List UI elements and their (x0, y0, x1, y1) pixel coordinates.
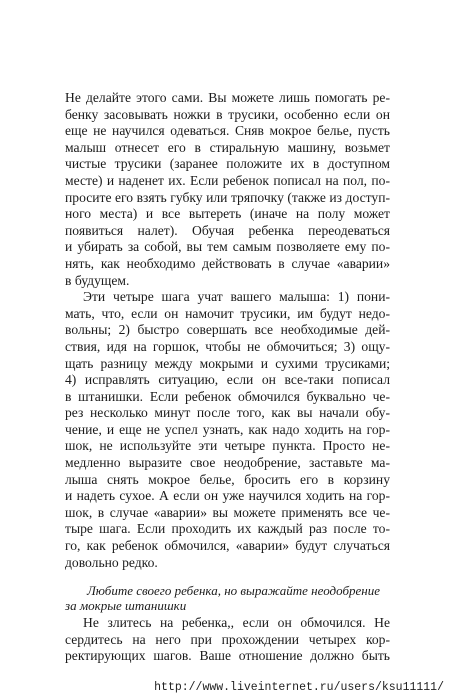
text-line: щать разницу между мокрыми и сухими трусиками; (65, 355, 390, 371)
text-line: 4) исправлять ситуацию, если он все-таки пописал (65, 372, 390, 388)
text-line: тыре шага. Если проходить их каждый раз после то- (65, 521, 390, 537)
text-line: и надеть сухое. А если он уже научился ходить на гор- (65, 488, 390, 504)
text-line: Не делайте этого сами. Вы можете лишь помогать ре- (65, 90, 390, 105)
heading-line: за мокрые штанишки (65, 598, 187, 614)
text-line: еще не научился одеваться. Сняв мокрое белье, пусть (65, 123, 390, 139)
text-line: чение, и еще не успел узнать, как надо ходить на гор- (65, 421, 390, 437)
heading-line: Любите своего ребенка, но выражайте неодобрение (87, 583, 380, 599)
text-line: го, как ребенок обмочился, «аварии» будут случаться (65, 538, 390, 554)
text-line: довольно редко. (65, 554, 158, 570)
text-line: и убирать за собой, вы тем самым позволяете ему по- (65, 239, 390, 255)
text-line: малыш отнесет его в стиральную машину, возьмет (65, 139, 390, 155)
text-line: ного места) и все вытереть (иначе на полу может (65, 206, 390, 222)
text-line: медленно выразите свое неодобрение, заставьте ма- (65, 455, 390, 471)
paragraph-3 (65, 615, 390, 665)
text-line: Не злитесь на ребенка,, если он обмочился. Не (83, 615, 390, 631)
text-line: ректирующих шагов. Ваше отношение должно быть (65, 648, 390, 664)
text-line: в штанишки. Если ребенок обмочился буквально че- (65, 388, 390, 404)
text-line: рез несколько минут после того, как вы начали обу- (65, 405, 390, 421)
section-heading (65, 583, 390, 613)
text-line: шок, не используйте эти четыре пункта. Просто не- (65, 438, 390, 454)
text-line: в будущем. (65, 272, 130, 288)
text-line: шок, в случае «аварии» вы можете применять все че- (65, 504, 390, 520)
text-line: появиться налет). Обучая ребенка переодеваться (65, 222, 390, 238)
page-text-block (65, 90, 390, 665)
text-line: мать, что, если он намочит трусики, им будут недо- (65, 305, 390, 321)
paragraph-2 (65, 289, 390, 571)
paragraph-1 (65, 90, 390, 289)
text-line: нять, как необходимо действовать в случае «аварии» (65, 255, 390, 271)
text-line: ствия, идя на горшок, чтобы не обмочиться; 3) ощу- (65, 338, 390, 354)
text-line: Эти четыре шага учат вашего малыша: 1) пони- (83, 289, 390, 305)
source-watermark: http://www.liveinternet.ru/users/ksu11111/ (154, 681, 444, 694)
text-line: вольны; 2) быстро совершать все необходимые дей- (65, 322, 390, 338)
text-line: чистые трусики (заранее положите их в доступном (65, 156, 390, 172)
text-line: просите его взять губку или тряпочку (также из доступ- (65, 189, 390, 205)
text-line: лыша снять мокрое белье, бросить его в корзину (65, 471, 390, 487)
text-line: сердитесь на него при прохождении четырех кор- (65, 631, 390, 647)
text-line: бенку засовывать ножки в трусики, особенно если он (65, 106, 390, 122)
text-line: месте) и наденет их. Если ребенок пописал на пол, по- (65, 172, 390, 188)
